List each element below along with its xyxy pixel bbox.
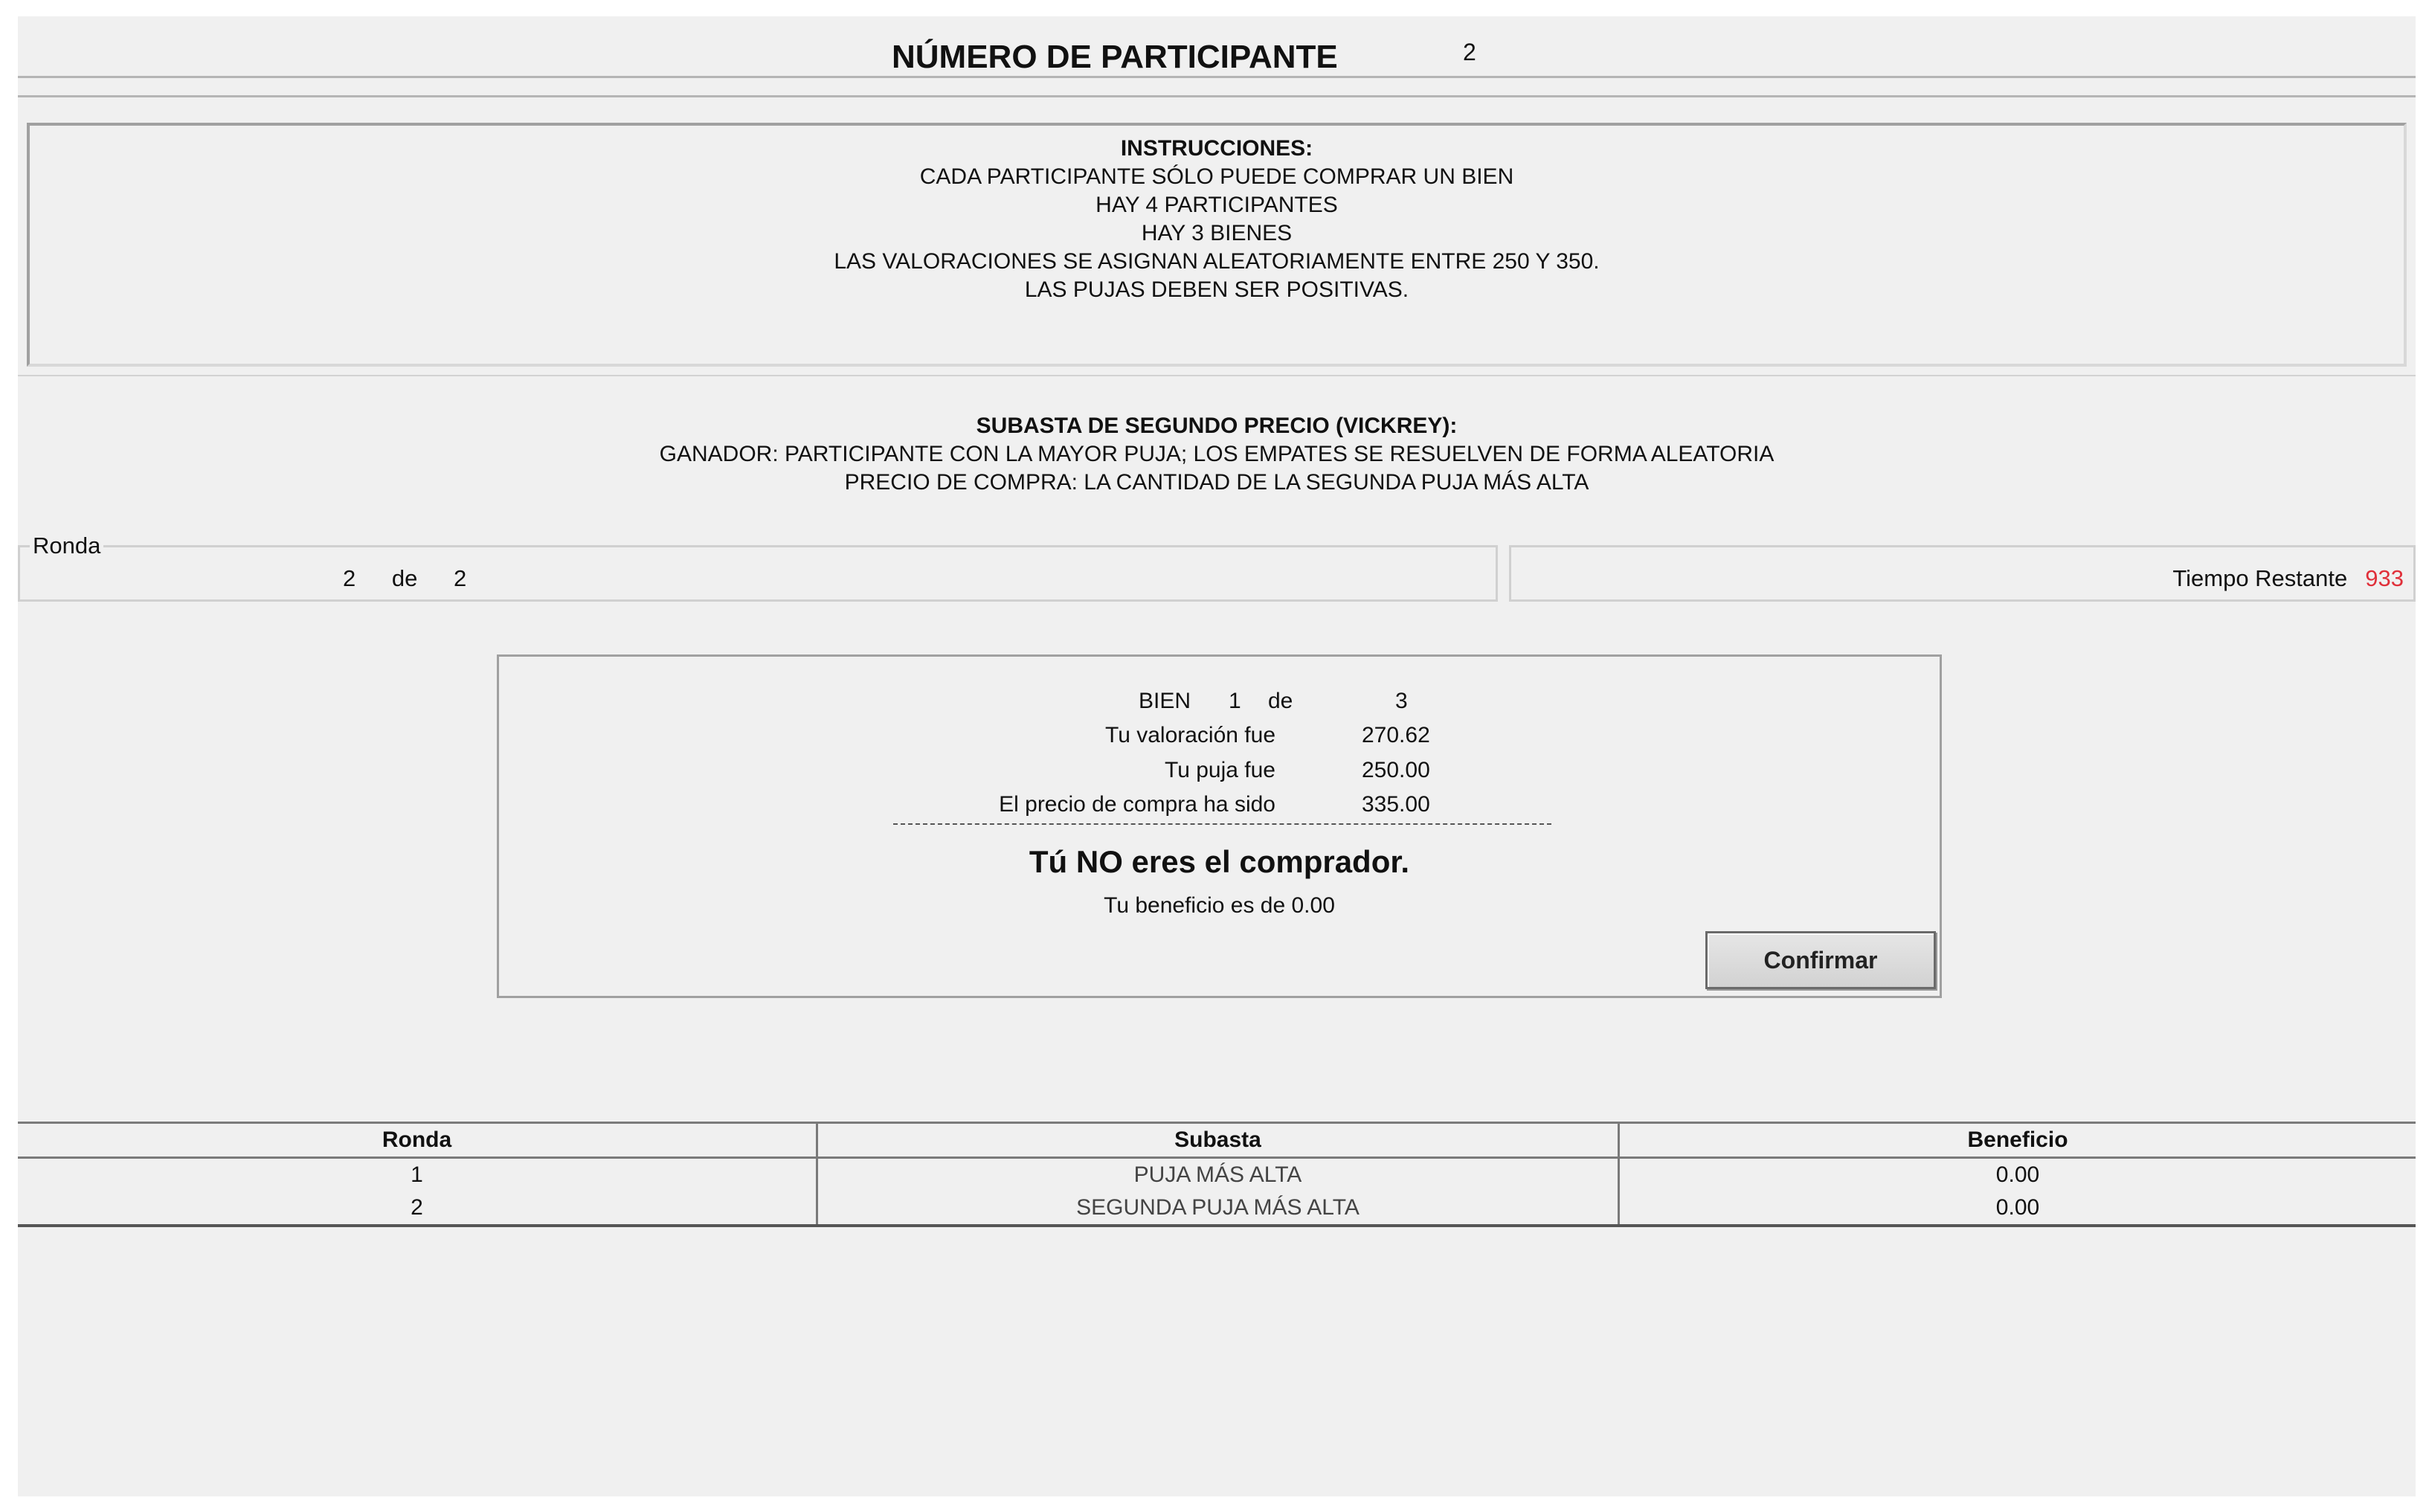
round-legend: Ronda xyxy=(30,533,103,559)
instructions-panel xyxy=(27,123,2407,367)
instruction-line: HAY 3 BIENES xyxy=(1141,221,1293,245)
instruction-line: HAY 4 PARTICIPANTES xyxy=(1095,193,1338,217)
good-total: 3 xyxy=(1395,689,1408,713)
cell-ronda: 1 xyxy=(18,1159,818,1191)
result-separator xyxy=(893,823,1551,825)
cell-subasta: SEGUNDA PUJA MÁS ALTA xyxy=(818,1191,1620,1224)
good-of-label: de xyxy=(1268,689,1293,713)
round-of-label: de xyxy=(391,565,418,591)
cell-subasta: PUJA MÁS ALTA xyxy=(818,1159,1620,1191)
header-divider-lower xyxy=(18,95,2416,97)
result-panel xyxy=(497,654,1942,998)
history-header xyxy=(18,1122,2416,1159)
app-window xyxy=(18,16,2416,1496)
column-header-beneficio[interactable]: Beneficio xyxy=(1967,1127,2068,1152)
valuation-label: Tu valoración fue xyxy=(1104,723,1275,747)
timer-value: 933 xyxy=(2365,565,2404,591)
timer xyxy=(2172,565,2404,592)
history-body xyxy=(18,1159,2416,1227)
round-indicator xyxy=(343,565,466,592)
column-header-ronda[interactable]: Ronda xyxy=(18,1124,818,1156)
confirm-button[interactable]: Confirmar xyxy=(1705,931,1936,989)
valuation-value: 270.62 xyxy=(1362,723,1430,747)
round-total: 2 xyxy=(453,565,467,591)
auction-rules-title: SUBASTA DE SEGUNDO PRECIO (VICKREY): xyxy=(976,414,1458,438)
cell-ronda: 2 xyxy=(18,1191,818,1224)
round-current: 2 xyxy=(343,565,356,591)
bid-value: 250.00 xyxy=(1362,758,1430,782)
benefit-message: Tu beneficio es de 0.00 xyxy=(1104,893,1335,918)
header-divider xyxy=(18,76,2416,78)
bid-label: Tu puja fue xyxy=(1165,758,1275,782)
round-panel xyxy=(18,545,1498,602)
instruction-line: LAS VALORACIONES SE ASIGNAN ALEATORIAMENTE ENTRE 250 Y 350. xyxy=(834,249,1600,274)
participant-number: 2 xyxy=(1463,39,1476,65)
table-row[interactable] xyxy=(18,1191,2416,1224)
good-label: BIEN xyxy=(1138,689,1191,713)
instruction-line: LAS PUJAS DEBEN SER POSITIVAS. xyxy=(1024,277,1409,302)
instructions-title: INSTRUCCIONES: xyxy=(1120,136,1313,161)
instruction-line: CADA PARTICIPANTE SÓLO PUEDE COMPRAR UN BIEN xyxy=(919,164,1514,189)
price-value: 335.00 xyxy=(1362,792,1430,817)
cell-beneficio: 0.00 xyxy=(1995,1195,2040,1220)
table-row[interactable] xyxy=(18,1159,2416,1191)
outcome-message: Tú NO eres el comprador. xyxy=(1029,844,1410,879)
good-current: 1 xyxy=(1229,689,1241,713)
history-table xyxy=(18,1122,2416,1227)
auction-rules xyxy=(18,412,2416,497)
cell-beneficio: 0.00 xyxy=(1995,1162,2040,1187)
instructions-divider xyxy=(18,375,2416,376)
auction-rule-line: GANADOR: PARTICIPANTE CON LA MAYOR PUJA; LOS EMPATES SE RESUELVEN DE FORMA ALEATORIA xyxy=(659,442,1775,466)
participant-title: NÚMERO DE PARTICIPANTE xyxy=(892,39,1338,75)
column-header-subasta[interactable]: Subasta xyxy=(818,1124,1620,1156)
price-label: El precio de compra ha sido xyxy=(999,792,1275,817)
timer-label: Tiempo Restante xyxy=(2172,565,2348,591)
auction-rule-line: PRECIO DE COMPRA: LA CANTIDAD DE LA SEGUNDA PUJA MÁS ALTA xyxy=(844,470,1589,495)
